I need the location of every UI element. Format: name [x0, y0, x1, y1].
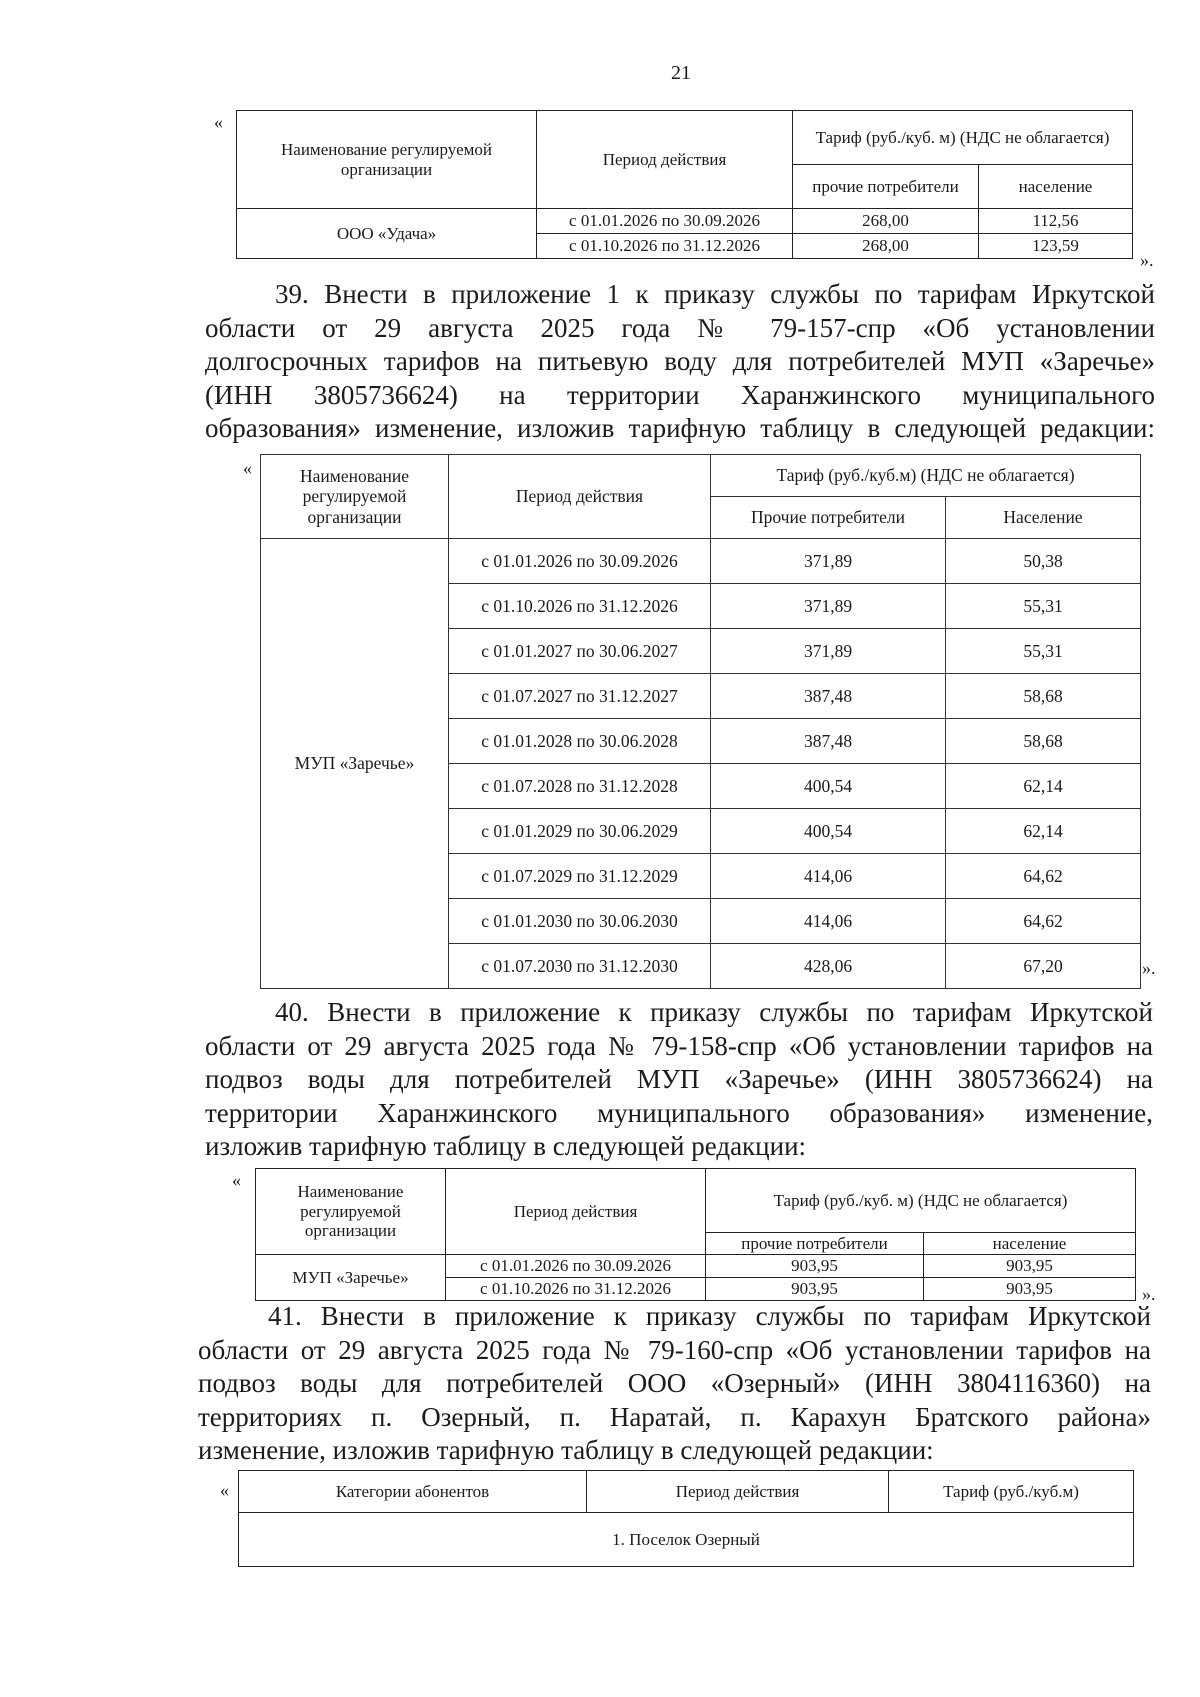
header-period: Период действия	[537, 111, 793, 209]
period-cell: с 01.07.2030 по 31.12.2030	[449, 944, 711, 989]
tariff-other-cell: 903,95	[706, 1278, 924, 1301]
org-name: ООО «Удача»	[237, 209, 537, 259]
period-cell: с 01.10.2026 по 31.12.2026	[449, 584, 711, 629]
tariff-pop-cell: 67,20	[946, 944, 1141, 989]
close-quote: ».	[1142, 1284, 1156, 1304]
section-row: 1. Поселок Озерный	[239, 1513, 1134, 1567]
tariff-other-cell: 371,89	[711, 629, 946, 674]
period-cell: с 01.07.2027 по 31.12.2027	[449, 674, 711, 719]
open-quote: «	[214, 112, 223, 132]
tariff-pop-cell: 123,59	[979, 234, 1133, 259]
header-tariff: Тариф (руб./куб. м) (НДС не облагается)	[706, 1169, 1136, 1233]
header-org: Наименование регулируемой организации	[256, 1169, 446, 1255]
paragraph-40: 40. Внести в приложение к приказу службы по тарифам Иркутской области от 29 августа 2025 года № 79-158-спр «Об установлении тарифов на подвоз воды для потребителей МУП «Заречье» (ИНН 3805736624) на территории Харанжинского муниципального образования» изменение, изложив тарифную таблицу в следующей редакции:	[205, 997, 1153, 1161]
page-number: 21	[671, 62, 691, 84]
tariff-pop-cell: 50,38	[946, 539, 1141, 584]
header-org: Наименование регулируемой организации	[261, 455, 449, 539]
tariff-other-cell: 428,06	[711, 944, 946, 989]
header-other-consumers: Прочие потребители	[711, 497, 946, 539]
tariff-pop-cell: 58,68	[946, 719, 1141, 764]
period-cell: с 01.01.2028 по 30.06.2028	[449, 719, 711, 764]
header-other-consumers: прочие потребители	[793, 165, 979, 209]
header-period: Период действия	[446, 1169, 706, 1255]
header-org: Наименование регулируемой организации	[237, 111, 537, 209]
paragraph-41: 41. Внести в приложение к приказу службы по тарифам Иркутской области от 29 августа 2025 года № 79-160-спр «Об установлении тарифов на подвоз воды для потребителей ООО «Озерный» (ИНН 3804116360) на территориях п. Озерный, п. Наратай, п. Карахун Братского района» изменение, изложив тарифную таблицу в следующей редакции:	[198, 1301, 1151, 1465]
period-cell: с 01.01.2027 по 30.06.2027	[449, 629, 711, 674]
period-cell: с 01.01.2026 по 30.09.2026	[537, 209, 793, 234]
header-tariff: Тариф (руб./куб. м) (НДС не облагается)	[793, 111, 1133, 165]
tariff-other-cell: 903,95	[706, 1255, 924, 1278]
period-cell: с 01.10.2026 по 31.12.2026	[537, 234, 793, 259]
header-category: Категории абонентов	[239, 1471, 587, 1513]
org-name: МУП «Заречье»	[261, 539, 449, 989]
tariff-pop-cell: 64,62	[946, 899, 1141, 944]
tariff-other-cell: 387,48	[711, 674, 946, 719]
tariff-other-cell: 371,89	[711, 539, 946, 584]
period-cell: с 01.07.2028 по 31.12.2028	[449, 764, 711, 809]
tariff-pop-cell: 62,14	[946, 764, 1141, 809]
tariff-pop-cell: 903,95	[924, 1255, 1136, 1278]
period-cell: с 01.07.2029 по 31.12.2029	[449, 854, 711, 899]
tariff-other-cell: 400,54	[711, 809, 946, 854]
open-quote: «	[232, 1170, 241, 1190]
header-other-consumers: прочие потребители	[706, 1233, 924, 1255]
tariff-table-zarechye-delivery	[255, 1168, 1136, 1301]
header-tariff: Тариф (руб./куб.м) (НДС не облагается)	[711, 455, 1141, 497]
tariff-other-cell: 268,00	[793, 234, 979, 259]
open-quote: «	[243, 458, 252, 478]
tariff-other-cell: 414,06	[711, 854, 946, 899]
tariff-pop-cell: 55,31	[946, 629, 1141, 674]
period-cell: с 01.01.2026 по 30.09.2026	[446, 1255, 706, 1278]
header-population: Население	[946, 497, 1141, 539]
org-name: МУП «Заречье»	[256, 1255, 446, 1301]
tariff-other-cell: 414,06	[711, 899, 946, 944]
tariff-pop-cell: 112,56	[979, 209, 1133, 234]
open-quote: «	[220, 1480, 229, 1500]
close-quote: ».	[1140, 250, 1154, 270]
period-cell: с 01.01.2026 по 30.09.2026	[449, 539, 711, 584]
tariff-pop-cell: 62,14	[946, 809, 1141, 854]
header-tariff: Тариф (руб./куб.м)	[889, 1471, 1134, 1513]
header-period: Период действия	[449, 455, 711, 539]
tariff-table-zarechye-water	[260, 454, 1141, 989]
period-cell: с 01.01.2030 по 30.06.2030	[449, 899, 711, 944]
tariff-table-udacha	[236, 110, 1133, 259]
tariff-table-ozerny	[238, 1470, 1134, 1567]
paragraph-39: 39. Внести в приложение 1 к приказу службы по тарифам Иркутской области от 29 августа 2025 года № 79-157-спр «Об установлении долгосрочных тарифов на питьевую воду для потребителей МУП «Заречье» (ИНН 3805736624) на территории Харанжинского муниципального образования» изменение, изложив тарифную таблицу в следующей редакции:	[205, 279, 1155, 443]
tariff-other-cell: 268,00	[793, 209, 979, 234]
tariff-pop-cell: 64,62	[946, 854, 1141, 899]
tariff-pop-cell: 58,68	[946, 674, 1141, 719]
tariff-other-cell: 371,89	[711, 584, 946, 629]
close-quote: ».	[1142, 958, 1156, 978]
tariff-other-cell: 400,54	[711, 764, 946, 809]
header-period: Период действия	[587, 1471, 889, 1513]
tariff-other-cell: 387,48	[711, 719, 946, 764]
header-population: население	[924, 1233, 1136, 1255]
period-cell: с 01.01.2029 по 30.06.2029	[449, 809, 711, 854]
tariff-pop-cell: 55,31	[946, 584, 1141, 629]
tariff-pop-cell: 903,95	[924, 1278, 1136, 1301]
header-population: население	[979, 165, 1133, 209]
period-cell: с 01.10.2026 по 31.12.2026	[446, 1278, 706, 1301]
